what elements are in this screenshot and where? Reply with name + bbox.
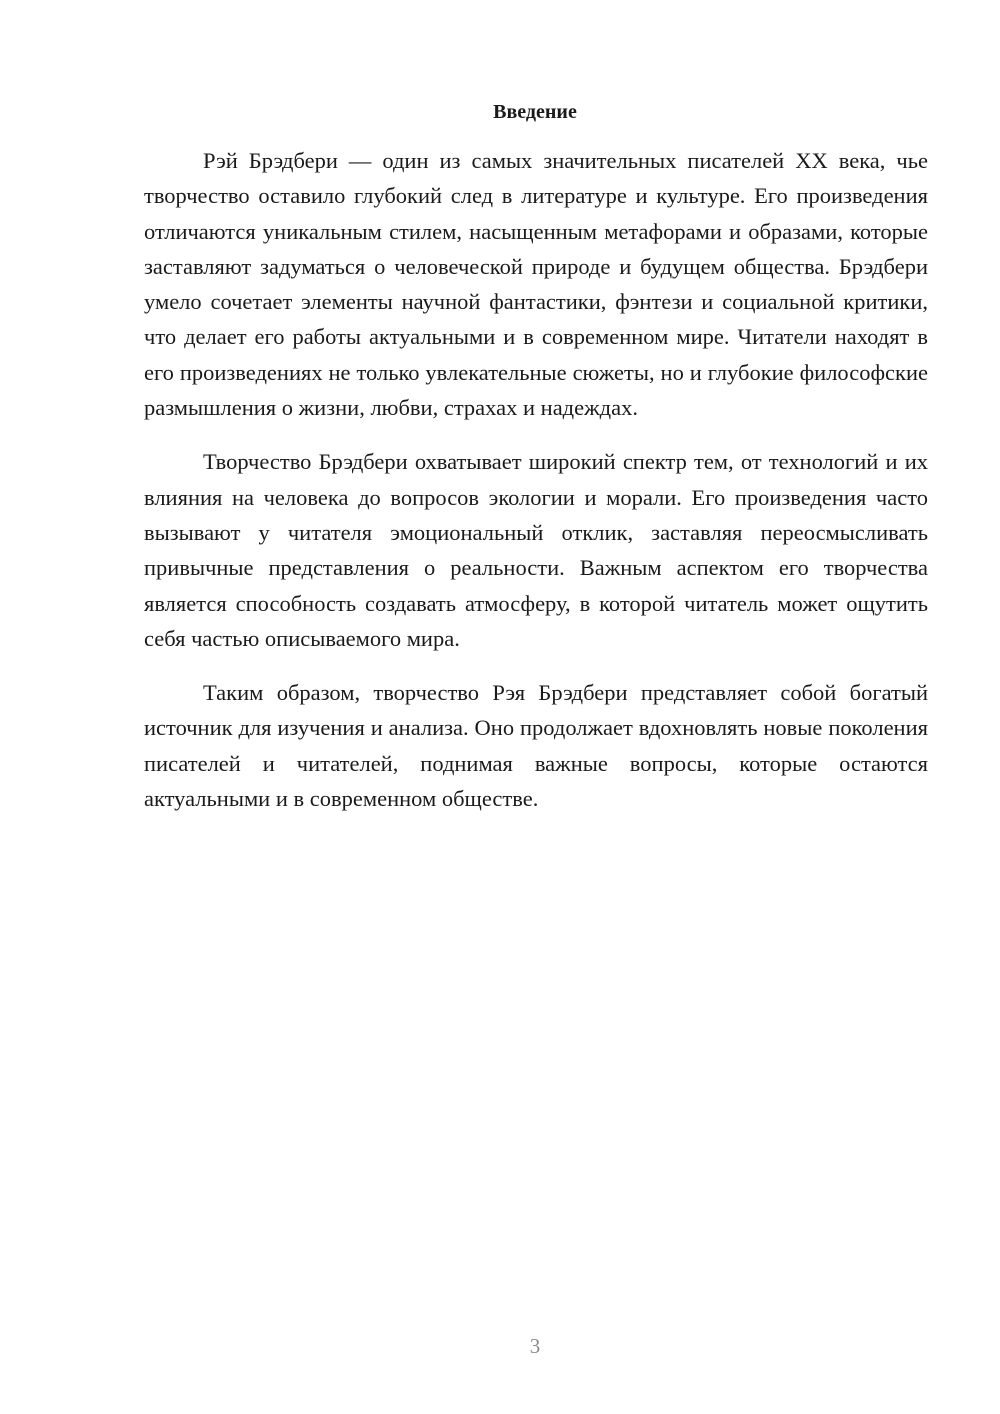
paragraph-2: Творчество Брэдбери охватывает широкий спектр тем, от технологий и их влияния на человека до вопросов экологии и морали. Его произведения часто вызывают у читателя эмоциональный отклик, заставляя переосмысливать привычные представления о реальности. Важным аспектом его творчества является способность создавать атмосферу, в которой читатель может ощутить себя частью описываемого мира. xyxy=(144,449,928,651)
paragraph-1: Рэй Брэдбери — один из самых значительных писателей XX века, чье творчество оставило глубокий след в литературе и культуре. Его произведения отличаются уникальным стилем, насыщенным метафорами и образами, которые заставляют задуматься о человеческой природе и будущем общества. Брэдбери умело сочетает элементы научной фантастики, фэнтези и социальной критики, что делает его работы актуальными и в современном мире. Читатели находят в его произведениях не только увлекательные сюжеты, но и глубокие философские размышления о жизни, любви, страхах и надеждах. xyxy=(144,148,928,421)
section-heading: Введение xyxy=(493,101,577,123)
paragraph-3: Таким образом, творчество Рэя Брэдбери представляет собой богатый источник для изучения и анализа. Оно продолжает вдохновлять новые поколения писателей и читателей, поднимая важные вопросы, которые остаются актуальными и в современном обществе. xyxy=(144,680,928,812)
page-number: 3 xyxy=(529,1334,541,1358)
body-text xyxy=(144,143,928,835)
